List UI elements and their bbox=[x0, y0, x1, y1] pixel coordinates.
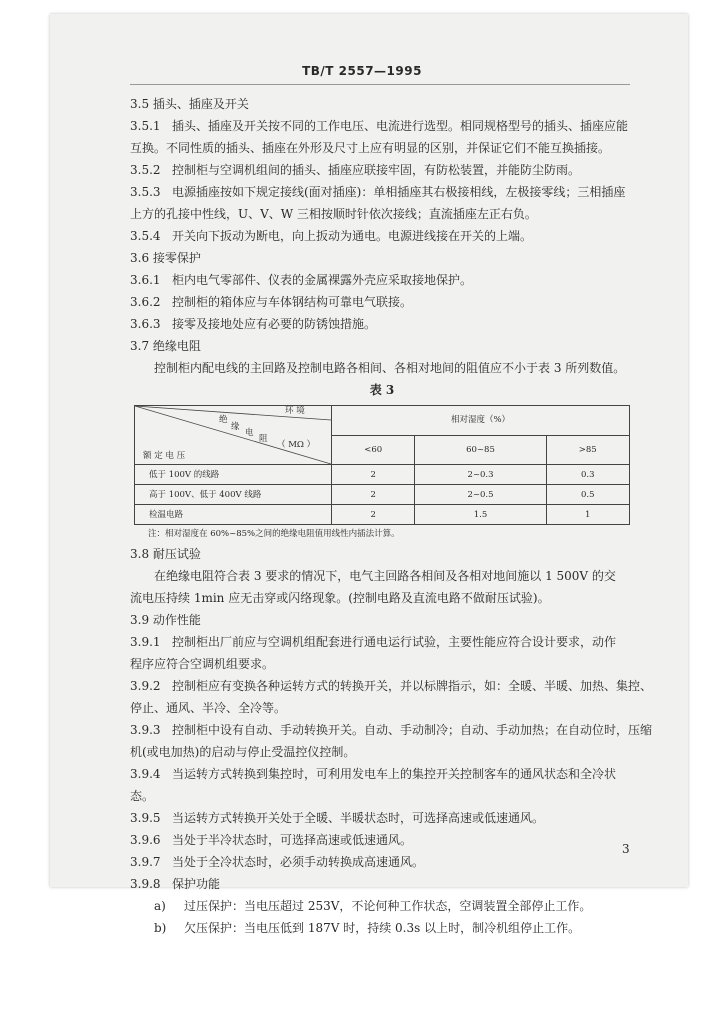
row-label: 检温电路 bbox=[135, 505, 332, 525]
table-3-note: 注：相对湿度在 60%~85%之间的绝缘电阻值用线性内插法计算。 bbox=[148, 529, 400, 539]
diag-unit-label: （ MΩ ） bbox=[277, 440, 316, 450]
section-3-9-title: 3.9 动作性能 bbox=[130, 613, 201, 627]
section-3-7-text: 控制柜内配电线的主回路及控制电路各相间、各相对地间的阻值应不小于表 3 所列数值。 bbox=[154, 361, 626, 375]
clause-3-6-3: 3.6.3 接零及接地处应有必要的防锈蚀措施。 bbox=[130, 317, 377, 331]
table-row bbox=[135, 505, 630, 525]
table-3 bbox=[134, 405, 630, 525]
clause-3-5-3-cont: 上方的孔接中性线，U、V、W 三相按顺时针依次接线；直流插座左正右负。 bbox=[130, 207, 537, 221]
section-3-8-text: 在绝缘电阻符合表 3 要求的情况下，电气主回路各相间及各相对地间施以 1 500V 的交 bbox=[154, 569, 616, 583]
col-header: <60 bbox=[332, 435, 415, 465]
section-3-8-text-cont: 流电压持续 1min 应无击穿或闪络现象。(控制电路及直流电路不做耐压试验)。 bbox=[130, 591, 550, 605]
col-header: 60~85 bbox=[415, 435, 546, 465]
clause-3-9-5: 3.9.5 当运转方式转换开关处于全暖、半暖状态时，可选择高速或低速通风。 bbox=[130, 811, 545, 825]
section-3-8-title: 3.8 耐压试验 bbox=[130, 547, 201, 561]
section-3-5-title: 3.5 插头、插座及开关 bbox=[130, 97, 249, 111]
table-cell: 2 bbox=[332, 505, 415, 525]
table-3-diagonal-header bbox=[135, 406, 332, 465]
clause-3-9-8-a: a) 过压保护：当电压超过 253V，不论何种工作状态，空调装置全部停止工作。 bbox=[154, 899, 592, 913]
clause-3-6-2: 3.6.2 控制柜的箱体应与车体钢结构可靠电气联接。 bbox=[130, 295, 413, 309]
section-3-6-title: 3.6 接零保护 bbox=[130, 251, 201, 265]
standard-header: TB/T 2557—1995 bbox=[302, 64, 422, 78]
clause-3-9-6: 3.9.6 当处于半冷状态时，可选择高速或低速通风。 bbox=[130, 833, 413, 847]
clause-3-5-3: 3.5.3 电源插座按如下规定接线(面对插座)：单相插座其右极接相线，左极接零线；三相插座 bbox=[130, 185, 626, 199]
col-header: >85 bbox=[546, 435, 629, 465]
clause-3-9-2: 3.9.2 控制柜应有变换各种运转方式的转换开关，并以标牌指示，如：全暖、半暖、加热、集控、 bbox=[130, 679, 653, 693]
row-label: 低于 100V 的线路 bbox=[135, 465, 332, 485]
table-cell: 2~0.3 bbox=[415, 465, 546, 485]
clause-3-9-4-cont: 态。 bbox=[130, 789, 155, 803]
document-body bbox=[130, 93, 653, 939]
table-cell: 1 bbox=[546, 505, 629, 525]
clause-3-9-8-b: b) 欠压保护：当电压低到 187V 时，持续 0.3s 以上时，制冷机组停止工作。 bbox=[154, 921, 581, 935]
clause-3-5-1-cont: 互换。不同性质的插头、插座在外形及尺寸上应有明显的区别，并保证它们不能互换插接。 bbox=[130, 141, 611, 155]
row-label: 高于 100V、低于 400V 线路 bbox=[135, 485, 332, 505]
table-cell: 2 bbox=[332, 465, 415, 485]
table-cell: 1.5 bbox=[415, 505, 546, 525]
clause-3-9-4: 3.9.4 当运转方式转换到集控时，可利用发电车上的集控开关控制客车的通风状态和全冷状 bbox=[130, 767, 617, 781]
table-cell: 2~0.5 bbox=[415, 485, 546, 505]
clause-3-5-4: 3.5.4 开关向下扳动为断电，向上扳动为通电。电源进线接在开关的上端。 bbox=[130, 229, 533, 243]
page-number: 3 bbox=[622, 842, 630, 856]
diag-res-char-2: 缘 bbox=[231, 422, 240, 432]
table-cell: 0.5 bbox=[546, 485, 629, 505]
humidity-header: 相对湿度（%） bbox=[332, 406, 630, 436]
diag-env-label: 环 境 bbox=[285, 406, 305, 416]
clause-3-9-8: 3.9.8 保护功能 bbox=[130, 877, 221, 891]
clause-3-9-2-cont: 停止、通风、半冷、全冷等。 bbox=[130, 701, 287, 715]
clause-3-5-2: 3.5.2 控制柜与空调机组间的插头、插座应联接牢固，有防松装置，并能防尘防雨。 bbox=[130, 163, 581, 177]
clause-3-5-1: 3.5.1 插头、插座及开关按不同的工作电压、电流进行选型。相同规格型号的插头、插座应能 bbox=[130, 119, 629, 133]
clause-3-6-1: 3.6.1 柜内电气零部件、仪表的金属裸露外壳应采取接地保护。 bbox=[130, 273, 473, 287]
diag-rated-voltage-label: 额 定 电 压 bbox=[143, 451, 186, 461]
diag-res-char-3: 电 bbox=[245, 428, 254, 438]
diag-res-char-4: 阻 bbox=[259, 434, 268, 444]
clause-3-9-1: 3.9.1 控制柜出厂前应与空调机组配套进行通电运行试验，主要性能应符合设计要求，动作 bbox=[130, 635, 617, 649]
clause-3-9-7: 3.9.7 当处于全冷状态时，必须手动转换成高速通风。 bbox=[130, 855, 425, 869]
table-cell: 0.3 bbox=[546, 465, 629, 485]
table-3-caption: 表 3 bbox=[369, 383, 395, 397]
clause-3-9-1-cont: 程序应符合空调机组要求。 bbox=[130, 657, 275, 671]
table-row bbox=[135, 465, 630, 485]
section-3-7-title: 3.7 绝缘电阻 bbox=[130, 339, 201, 353]
clause-3-9-3-cont: 机(或电加热)的启动与停止受温控仪控制。 bbox=[130, 745, 356, 759]
diag-res-char-1: 绝 bbox=[219, 415, 228, 425]
table-row bbox=[135, 485, 630, 505]
table-cell: 2 bbox=[332, 485, 415, 505]
header-divider bbox=[130, 84, 630, 85]
clause-3-9-3: 3.9.3 控制柜中设有自动、手动转换开关。自动、手动制冷；自动、手动加热；在自动位时，压缩 bbox=[130, 723, 653, 737]
